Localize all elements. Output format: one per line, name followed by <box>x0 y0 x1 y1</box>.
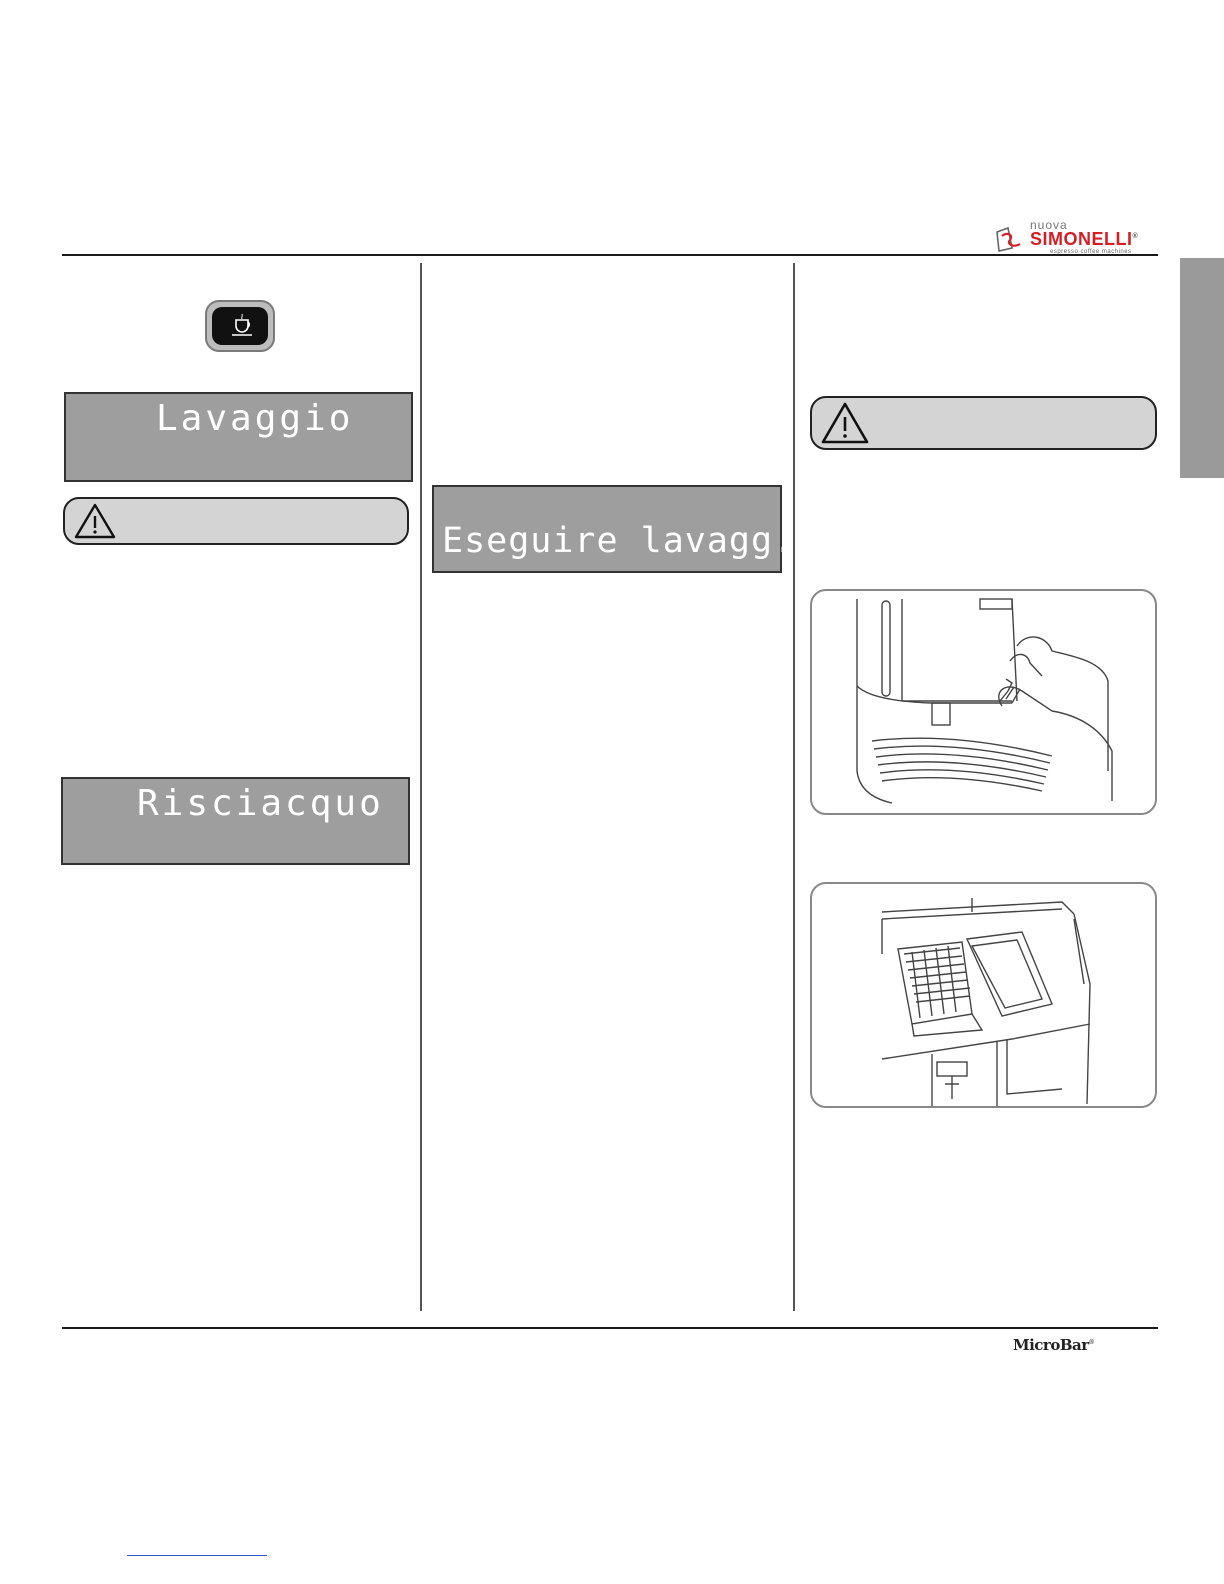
warning-triangle-icon <box>820 401 870 445</box>
coffee-cup-icon <box>212 307 272 349</box>
column-divider-left <box>420 263 422 1311</box>
warning-bar-right <box>810 396 1157 450</box>
side-section-tab <box>1180 258 1224 478</box>
lcd-display-risciacquo <box>61 777 410 865</box>
lcd-text-risciacquo: Risciacquo <box>137 783 384 824</box>
illustration-drip-tray <box>810 882 1157 1108</box>
logo-nuova-text: nuova <box>1030 218 1068 232</box>
nuova-simonelli-logo <box>994 216 1174 256</box>
coffee-button-face <box>212 307 268 345</box>
microbar-logo: MicroBar® <box>1013 1336 1095 1354</box>
lcd-text-lavaggio: Lavaggio <box>156 398 354 439</box>
lcd-text-eseguire: Eseguire lavagg. <box>442 521 796 561</box>
logo-tagline: espresso coffee machines <box>1050 249 1132 255</box>
logo-brand-text: SIMONELLI® <box>1030 229 1139 249</box>
footer-rule <box>62 1327 1158 1329</box>
logo-mark-icon <box>994 224 1026 254</box>
drip-tray-drawing <box>812 884 1155 1106</box>
bottom-link-underline[interactable] <box>127 1555 267 1556</box>
warning-triangle-icon <box>73 502 117 540</box>
column-divider-right <box>793 263 795 1311</box>
machine-spout-drawing <box>812 591 1155 813</box>
lcd-display-eseguire <box>432 485 796 573</box>
illustration-spout-removal <box>810 589 1157 815</box>
coffee-button <box>205 300 275 352</box>
lcd-display-lavaggio <box>64 392 413 482</box>
warning-bar-left <box>63 497 409 545</box>
